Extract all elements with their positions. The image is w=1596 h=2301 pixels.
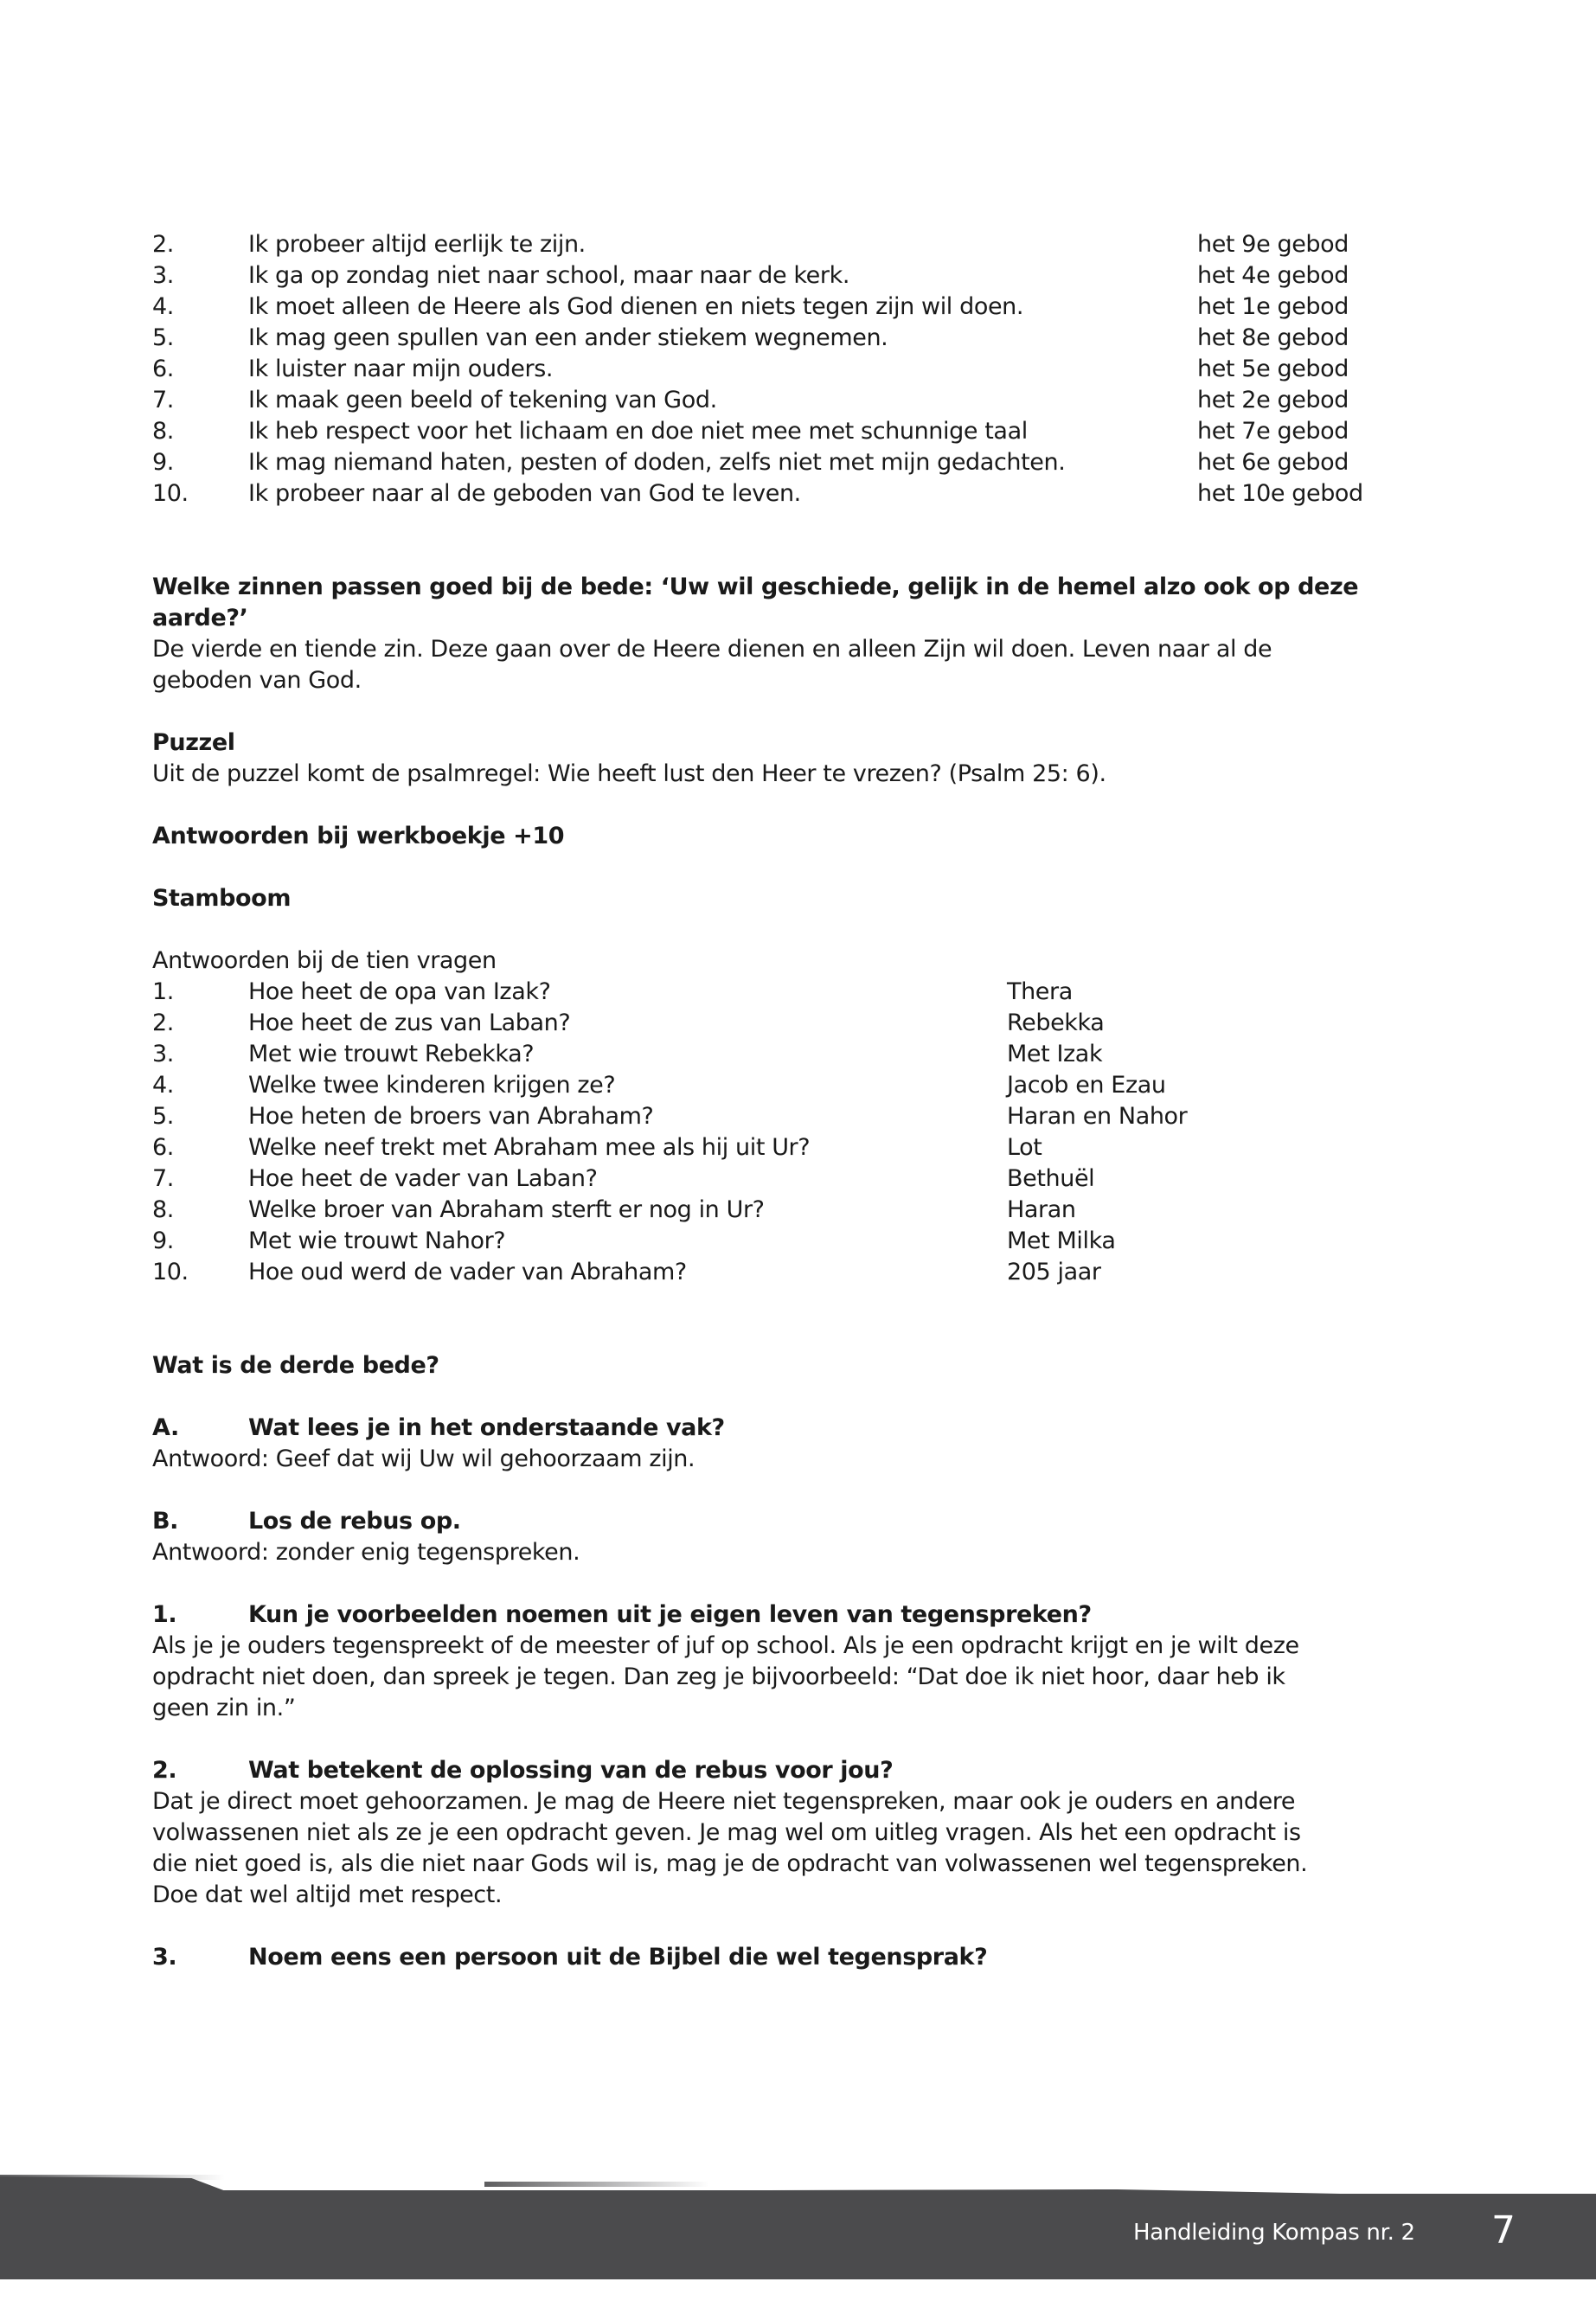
spacer bbox=[152, 1475, 1398, 1506]
spacer bbox=[152, 852, 1398, 883]
spacer bbox=[152, 1288, 1398, 1350]
section-heading: Welke zinnen passen goed bij de bede: ‘Uw wil geschiede, gelijk in de hemel alzo ook op deze bbox=[152, 574, 1359, 600]
list-item: 2. Hoe heet de zus van Laban? Rebekka bbox=[152, 1008, 1398, 1039]
gebod-label: het 1e gebod bbox=[1197, 293, 1349, 320]
question-b: B. Los de rebus op. bbox=[152, 1508, 461, 1535]
list-item: 6. Welke neef trekt met Abraham mee als hij uit Ur? Lot bbox=[152, 1132, 1398, 1163]
list-item: 8. Ik heb respect voor het lichaam en doe niet mee met schunnige taal het 7e gebod bbox=[152, 416, 1398, 447]
answer-text: Antwoord: zonder enig tegenspreken. bbox=[152, 1539, 580, 1566]
section-heading: Stamboom bbox=[152, 885, 292, 912]
answer-label: Met Izak bbox=[1007, 1041, 1103, 1067]
list-item: 4. Welke twee kinderen krijgen ze? Jacob en Ezau bbox=[152, 1070, 1398, 1101]
answer-label: Met Milka bbox=[1007, 1227, 1116, 1254]
list-item: 5. Hoe heten de broers van Abraham? Haran en Nahor bbox=[152, 1101, 1398, 1132]
gebod-label: het 7e gebod bbox=[1197, 418, 1349, 445]
gebod-label: het 8e gebod bbox=[1197, 324, 1349, 351]
spacer bbox=[152, 696, 1398, 727]
answer-text: opdracht niet doen, dan spreek je tegen. Dan zeg je bijvoorbeeld: “Dat doe ik niet hoor, daar heb ik bbox=[152, 1663, 1285, 1690]
gebod-label: het 5e gebod bbox=[1197, 356, 1349, 382]
question-3: 3. Noem eens een persoon uit de Bijbel die wel tegensprak? bbox=[152, 1944, 988, 1971]
list-item: 10. Hoe oud werd de vader van Abraham? 205 jaar bbox=[152, 1257, 1398, 1288]
answer-text: Als je je ouders tegenspreekt of de meester of juf op school. Als je een opdracht krijgt en je wilt deze bbox=[152, 1632, 1299, 1659]
list-item: 3. Met wie trouwt Rebekka? Met Izak bbox=[152, 1039, 1398, 1070]
answer-label: Jacob en Ezau bbox=[1007, 1072, 1166, 1099]
section-heading: Wat is de derde bede? bbox=[152, 1352, 439, 1379]
answer-text: Uit de puzzel komt de psalmregel: Wie heeft lust den Heer te vrezen? (Psalm 25: 6). bbox=[152, 760, 1106, 787]
answer-text: Antwoord: Geef dat wij Uw wil gehoorzaam zijn. bbox=[152, 1445, 695, 1472]
answer-text: De vierde en tiende zin. Deze gaan over de Heere dienen en alleen Zijn wil doen. Leven naar al de bbox=[152, 636, 1272, 663]
list-item: 7. Hoe heet de vader van Laban? Bethuël bbox=[152, 1163, 1398, 1195]
answer-text: die niet goed is, als die niet naar Gods wil is, mag je de opdracht van volwassenen wel tegenspreken. bbox=[152, 1850, 1308, 1877]
spacer bbox=[152, 1381, 1398, 1413]
question-a: A. Wat lees je in het onderstaande vak? bbox=[152, 1414, 725, 1441]
list-item: 3. Ik ga op zondag niet naar school, maar naar de kerk. het 4e gebod bbox=[152, 260, 1398, 292]
bede-section bbox=[152, 572, 1398, 696]
intro-text: Antwoorden bij de tien vragen bbox=[152, 947, 497, 974]
list-item: 9. Ik mag niemand haten, pesten of doden, zelfs niet met mijn gedachten. het 6e gebod bbox=[152, 447, 1398, 478]
list-item: 10. Ik probeer naar al de geboden van God te leven. het 10e gebod bbox=[152, 478, 1398, 510]
answer-text: volwassenen niet als ze je een opdracht geven. Je mag wel om uitleg vragen. Als het een opdracht is bbox=[152, 1819, 1301, 1846]
answer-label: Lot bbox=[1007, 1134, 1042, 1161]
spacer bbox=[152, 510, 1398, 572]
gebod-label: het 4e gebod bbox=[1197, 262, 1349, 289]
answer-text: Doe dat wel altijd met respect. bbox=[152, 1881, 503, 1908]
question-2: 2. Wat betekent de oplossing van de rebus voor jou? bbox=[152, 1757, 894, 1784]
footer-decoration bbox=[484, 2182, 709, 2187]
answer-label: Haran bbox=[1007, 1196, 1076, 1223]
stamboom-section bbox=[152, 883, 1398, 1288]
gebod-label: het 9e gebod bbox=[1197, 231, 1349, 258]
list-item: 1. Hoe heet de opa van Izak? Thera bbox=[152, 977, 1398, 1008]
question-1: 1. Kun je voorbeelden noemen uit je eigen leven van tegenspreken? bbox=[152, 1601, 1092, 1628]
answer-label: 205 jaar bbox=[1007, 1259, 1101, 1285]
answer-label: Rebekka bbox=[1007, 1009, 1105, 1036]
puzzel-section bbox=[152, 727, 1398, 790]
spacer bbox=[152, 914, 1398, 945]
list-item: 8. Welke broer van Abraham sterft er nog in Ur? Haran bbox=[152, 1195, 1398, 1226]
spacer bbox=[152, 1724, 1398, 1755]
list-item: 7. Ik maak geen beeld of tekening van God. het 2e gebod bbox=[152, 385, 1398, 416]
spacer bbox=[152, 790, 1398, 821]
list-item: 2. Ik probeer altijd eerlijk te zijn. het 9e gebod bbox=[152, 229, 1398, 260]
spacer bbox=[152, 1911, 1398, 1942]
commandments-list bbox=[152, 229, 1398, 510]
section-heading-cont: aarde?’ bbox=[152, 605, 248, 631]
page-number: 7 bbox=[1491, 2208, 1516, 2253]
page-content bbox=[152, 229, 1398, 1973]
list-item: 4. Ik moet alleen de Heere als God dienen en niets tegen zijn wil doen. het 1e gebod bbox=[152, 292, 1398, 323]
list-item: 5. Ik mag geen spullen van een ander stiekem wegnemen. het 8e gebod bbox=[152, 323, 1398, 354]
footer-title: Handleiding Kompas nr. 2 bbox=[1133, 2220, 1415, 2246]
spacer bbox=[152, 1568, 1398, 1599]
derde-bede-section bbox=[152, 1350, 1398, 1973]
answer-text: geboden van God. bbox=[152, 667, 362, 694]
answer-label: Thera bbox=[1007, 978, 1073, 1005]
gebod-label: het 10e gebod bbox=[1197, 480, 1363, 507]
gebod-label: het 2e gebod bbox=[1197, 387, 1349, 413]
answer-text: Dat je direct moet gehoorzamen. Je mag de Heere niet tegenspreken, maar ook je ouders en andere bbox=[152, 1788, 1296, 1815]
answer-label: Haran en Nahor bbox=[1007, 1103, 1188, 1130]
werkboekje-heading: Antwoorden bij werkboekje +10 bbox=[152, 823, 565, 849]
section-heading: Puzzel bbox=[152, 729, 235, 756]
answer-text: geen zin in.” bbox=[152, 1695, 296, 1721]
list-item: 9. Met wie trouwt Nahor? Met Milka bbox=[152, 1226, 1398, 1257]
list-item: 6. Ik luister naar mijn ouders. het 5e gebod bbox=[152, 354, 1398, 385]
answer-label: Bethuël bbox=[1007, 1165, 1095, 1192]
gebod-label: het 6e gebod bbox=[1197, 449, 1349, 476]
